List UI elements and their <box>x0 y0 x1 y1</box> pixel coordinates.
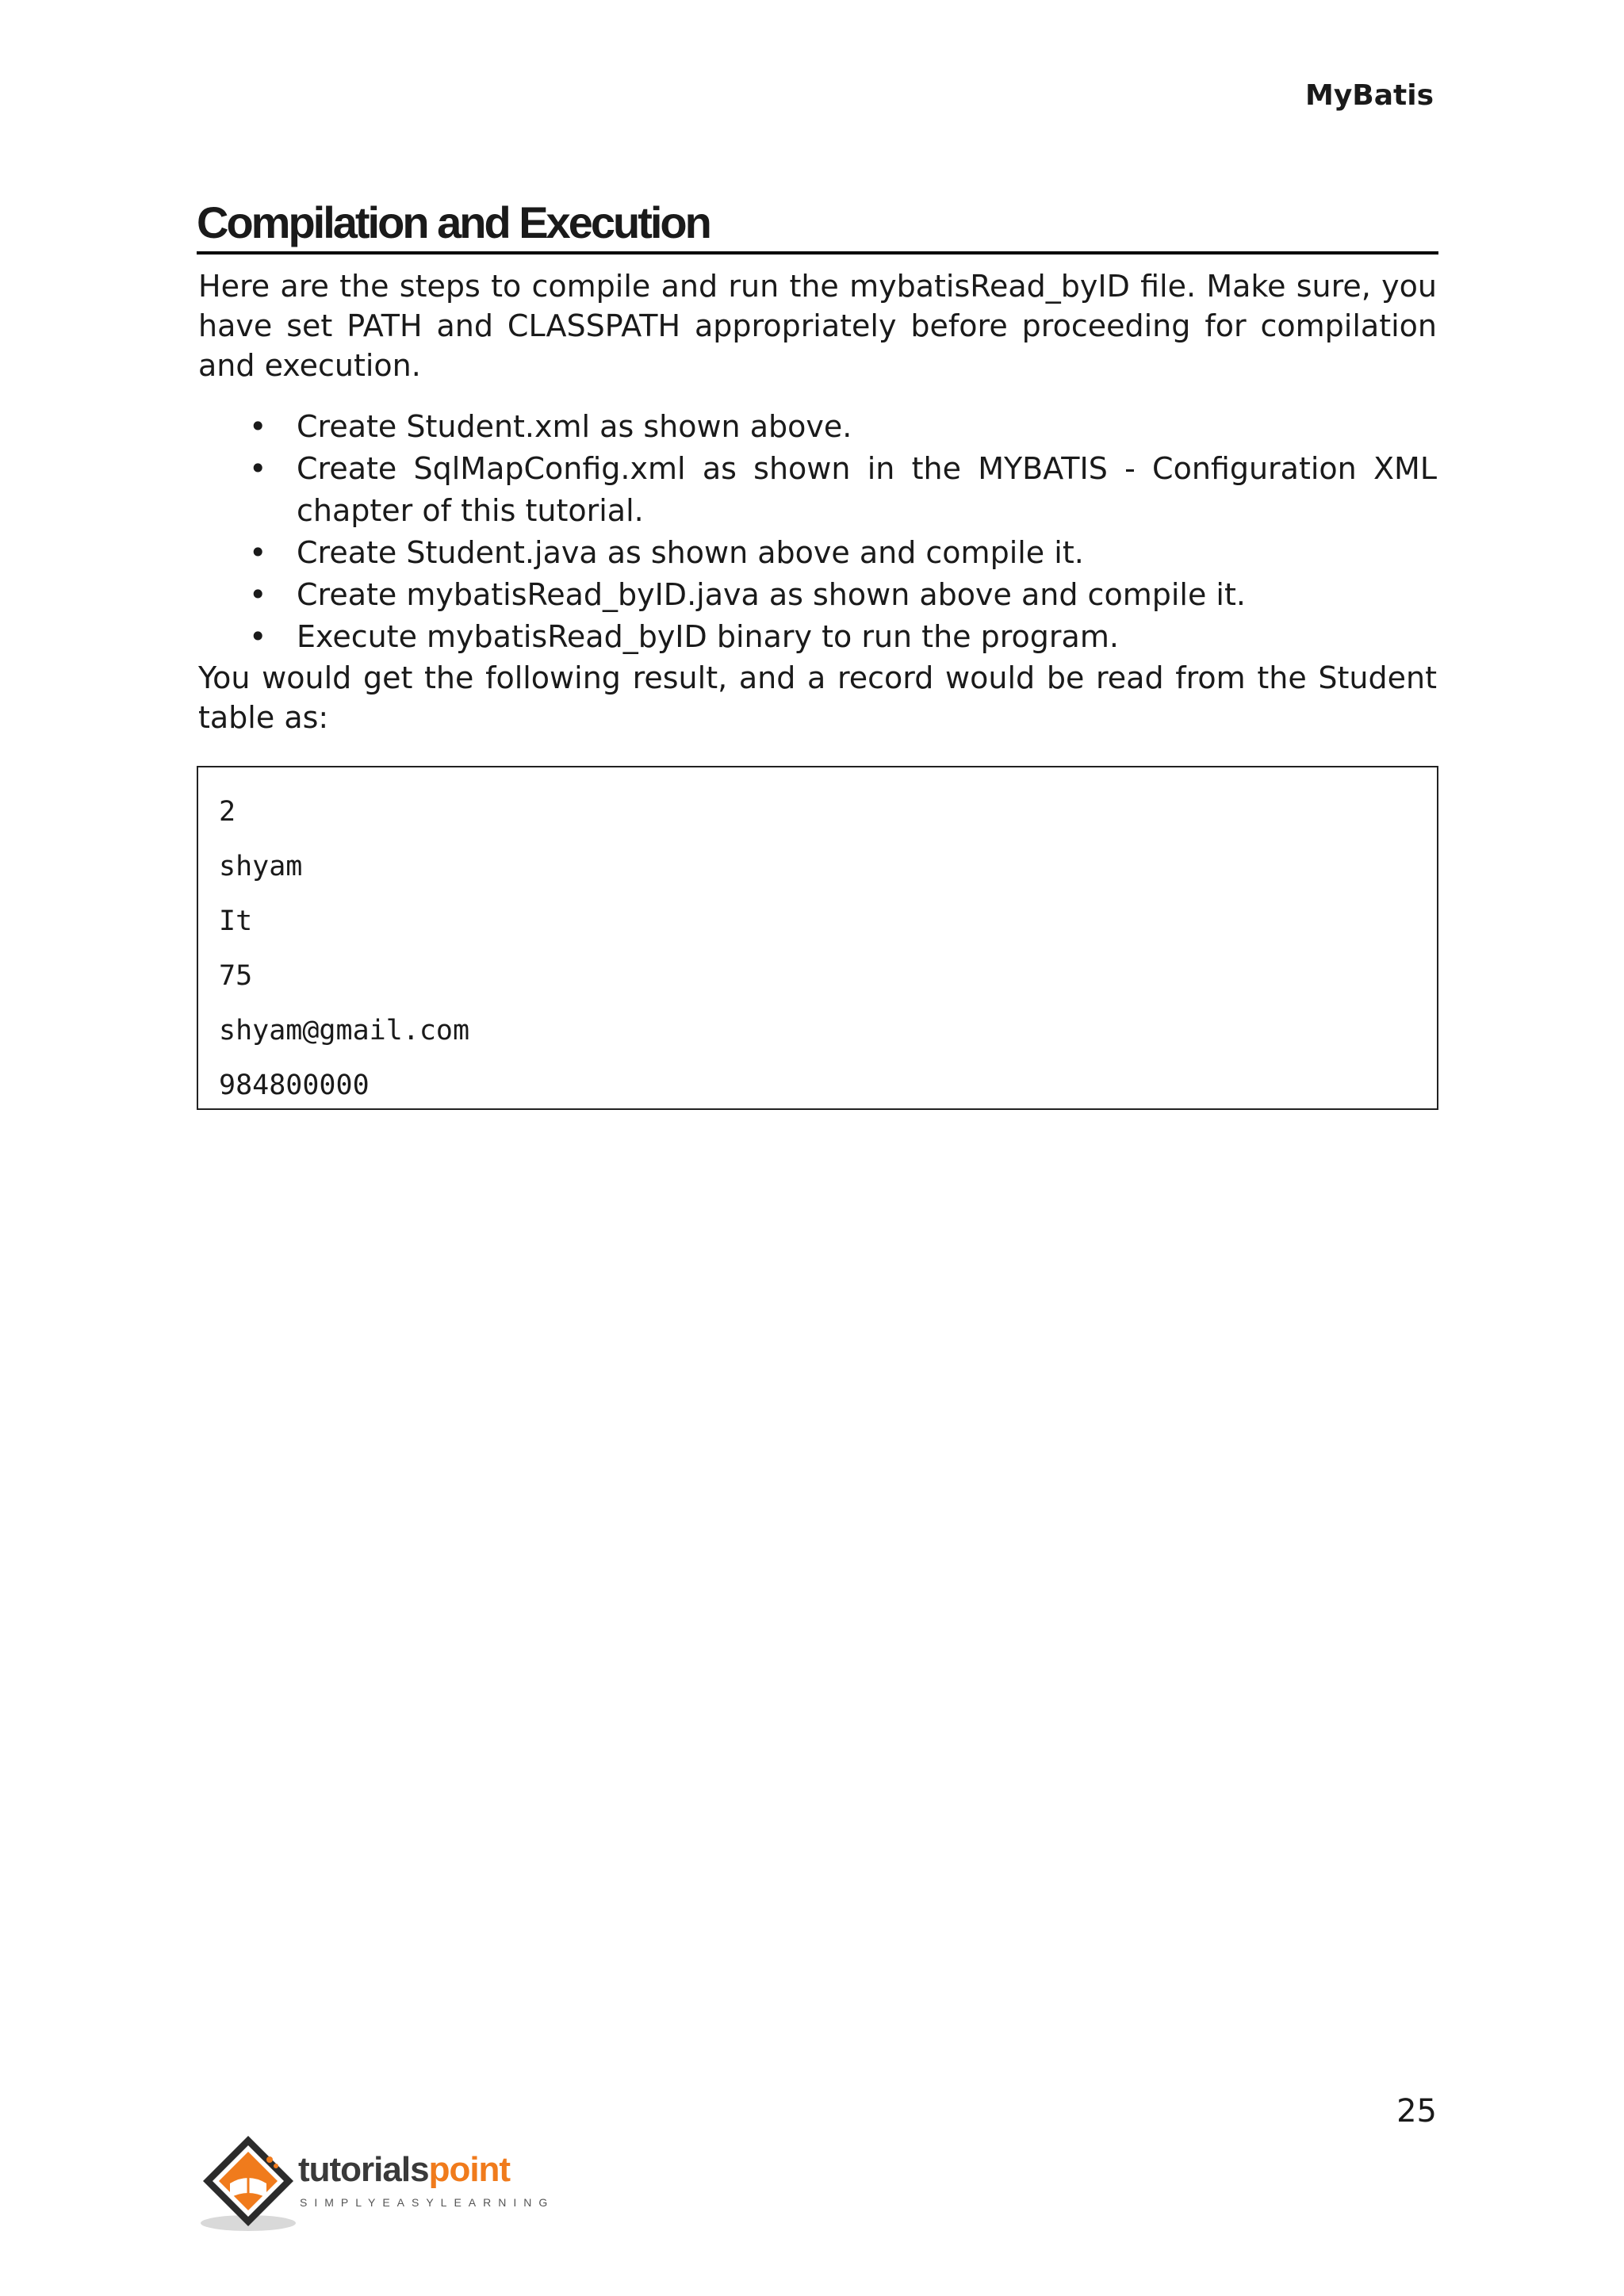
logo-tagline: SIMPLYEASYLEARNING <box>300 2196 555 2209</box>
logo-word-1: tutorials <box>298 2150 429 2189</box>
bullet-icon: • <box>249 577 267 612</box>
list-item <box>198 448 1437 532</box>
list-item-text: Create Student.java as shown above and compile it. <box>297 535 1084 570</box>
page-number: 25 <box>1396 2093 1437 2130</box>
logo-word-2: point <box>428 2150 511 2189</box>
logo-wordmark <box>298 2150 510 2190</box>
output-line: 75 <box>219 960 253 992</box>
bullet-icon: • <box>249 535 267 570</box>
bullet-icon: • <box>249 619 267 654</box>
intro-paragraph: Here are the steps to compile and run the mybatisRead_byID file. Make sure, you have set PATH and CLASSPATH appropriately before proceeding for compilation and execution. <box>198 269 1437 383</box>
code-output-box <box>197 766 1438 1110</box>
steps-list <box>198 406 1437 658</box>
footer-logo <box>197 2131 555 2234</box>
bullet-icon: • <box>249 409 267 444</box>
list-item-text: Create mybatisRead_byID.java as shown above and compile it. <box>297 577 1246 612</box>
output-line: 984800000 <box>219 1070 370 1101</box>
list-item <box>198 574 1437 616</box>
section-title: Compilation and Execution <box>197 197 1438 254</box>
result-paragraph: You would get the following result, and a record would be read from the Student table as: <box>198 660 1437 735</box>
running-header: MyBatis <box>1305 79 1434 112</box>
section-content <box>198 266 1437 737</box>
bullet-icon: • <box>249 451 267 486</box>
output-line: 2 <box>219 796 236 828</box>
tutorialspoint-logo-icon <box>197 2131 300 2234</box>
output-line: shyam@gmail.com <box>219 1015 470 1047</box>
list-item <box>198 406 1437 448</box>
output-line: It <box>219 905 253 937</box>
list-item-text: Execute mybatisRead_byID binary to run the program. <box>297 619 1119 654</box>
list-item <box>198 532 1437 574</box>
list-item <box>198 616 1437 658</box>
list-item-text: Create SqlMapConfig.xml as shown in the MYBATIS - Configuration XML chapter of this tutorial. <box>297 451 1437 528</box>
output-line: shyam <box>219 851 303 882</box>
list-item-text: Create Student.xml as shown above. <box>297 409 852 444</box>
